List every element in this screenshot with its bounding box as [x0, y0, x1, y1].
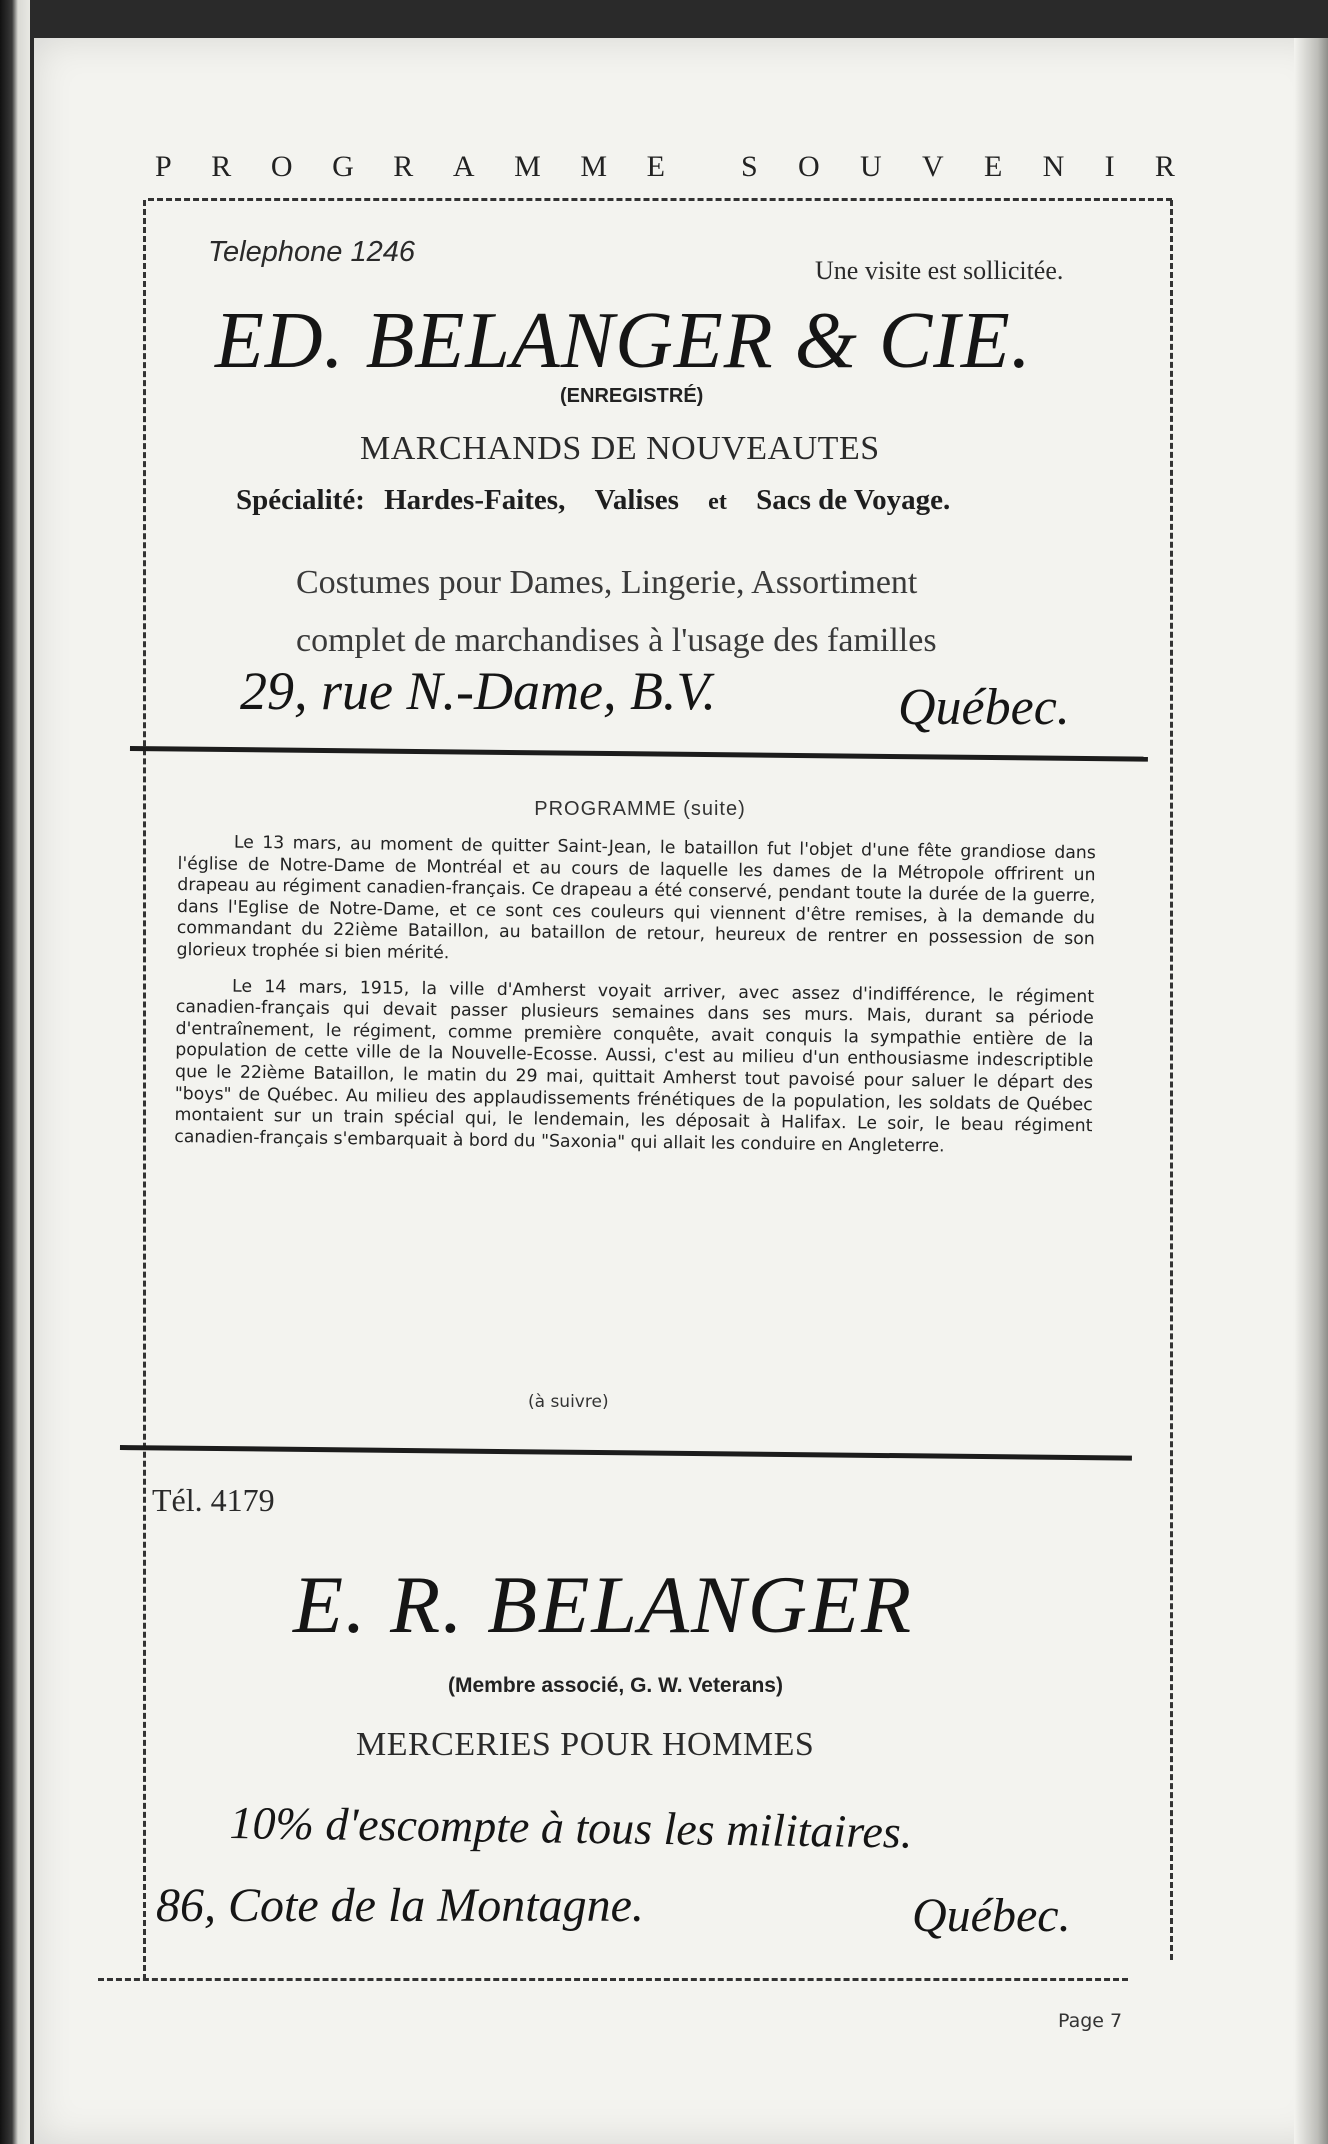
page-number: Page 7 — [1058, 2010, 1123, 2032]
specialty-item-et: et — [708, 489, 727, 515]
header-right-letter: E — [983, 150, 1003, 183]
header-left-letter: M — [514, 150, 541, 183]
ad2-trade: MERCERIES POUR HOMMES — [356, 1726, 815, 1763]
binding-edge — [0, 0, 30, 2144]
header-right-letter: O — [798, 150, 820, 183]
ad1-company-name: ED. BELANGER & CIE. — [215, 297, 1032, 385]
header-left-letter: A — [452, 150, 475, 183]
header-right-letter: U — [859, 150, 882, 183]
ad2-city: Québec. — [912, 1889, 1071, 1942]
frame-bottom-border — [98, 1978, 1128, 1981]
ad2-member-note: (Membre associé, G. W. Veterans) — [448, 1674, 783, 1697]
header-left-letter: M — [580, 150, 608, 183]
programme-title: PROGRAMME (suite) — [534, 798, 746, 820]
ad2-company-name: E. R. BELANGER — [293, 1559, 914, 1650]
ad2-phone: Tél. 4179 — [152, 1482, 275, 1518]
ad1-trade: MARCHANDS DE NOUVEAUTES — [360, 430, 880, 467]
header-left-letter: R — [211, 150, 232, 183]
specialty-item-hardes: Hardes-Faites, — [384, 484, 566, 516]
ad1-description-line1: Costumes pour Dames, Lingerie, Assortiment — [296, 564, 918, 601]
running-header — [155, 150, 1175, 184]
frame-top-border — [148, 198, 1172, 201]
header-left-letter: O — [270, 150, 293, 183]
header-left — [155, 150, 665, 184]
header-right-letter: V — [921, 150, 944, 183]
header-right-letter: I — [1104, 150, 1115, 183]
frame-right-border — [1170, 200, 1173, 1960]
header-right-letter: N — [1042, 150, 1065, 183]
continued-note: (à suivre) — [528, 1392, 609, 1412]
header-right-letter: S — [741, 150, 758, 183]
header-left-letter: P — [155, 150, 172, 183]
specialty-label: Spécialité: — [236, 484, 365, 516]
specialty-item-sacs: Sacs de Voyage. — [756, 484, 951, 516]
ad1-specialty — [236, 484, 950, 517]
header-right-letter: R — [1154, 150, 1175, 183]
specialty-item-valises: Valises — [594, 484, 679, 516]
ad2-discount: 10% d'escompte à tous les militaires. — [229, 1796, 913, 1858]
ad1-city: Québec. — [898, 679, 1070, 736]
programme-body — [174, 832, 1096, 1174]
programme-paragraph: Le 14 mars, 1915, la ville d'Amherst voyait arriver, avec assez d'indifférence, le régiment canadien-français qui devait passer plusieurs semaines dans ses murs. Mais, durant sa période d'entraînement, le régiment, comme première conquête, avait conquis la sympathie entière de la population de cette ville de la Nouvelle-Ecosse. Aussi, c'est au milieu d'un enthousiasme indescriptible que le 22ième Bataillon, le matin du 29 mai, quittait Amherst tout pavoisé pour saluer le départ des "boys" de Québec. Au milieu des applaudissements frénétiques de la population, les soldats de Québec montaient sur un train spécial qui, le lendemain, les déposait à Halifax. Le soir, le beau régiment canadien-français s'embarquait à bord du "Saxonia" qui allait les conduire en Angleterre. — [174, 976, 1095, 1157]
header-right — [741, 150, 1175, 184]
header-left-letter: E — [646, 150, 665, 183]
programme-paragraph: Le 13 mars, au moment de quitter Saint-Jean, le bataillon fut l'objet d'une fête grandiose dans l'église de Notre-Dame de Montréal et au cours de laquelle les dames de la Métropole offrirent un drapeau au régiment canadien-français. Ce drapeau a été conservé, pendant toute la durée de la guerre, dans l'Eglise de Notre-Dame, et ce sont ces couleurs qui viennent d'être remises, à la demande du commandant du 22ième Bataillon, au bataillon de retour, heureux de rentrer en possession de son glorieux trophée si bien mérité. — [176, 832, 1096, 964]
ad2-address: 86, Cote de la Montagne. — [156, 1879, 644, 1932]
frame-left-border — [143, 200, 146, 1980]
ad1-description-line2: complet de marchandises à l'usage des familles — [296, 622, 937, 659]
ad1-registered: (ENREGISTRÉ) — [560, 385, 704, 407]
header-left-letter: G — [332, 150, 354, 183]
header-left-letter: R — [393, 150, 414, 183]
ad1-phone: Telephone 1246 — [208, 236, 415, 268]
page-edge — [1294, 38, 1328, 2144]
ad1-visit-note: Une visite est sollicitée. — [815, 256, 1064, 285]
ad1-address: 29, rue N.-Dame, B.V. — [240, 661, 716, 721]
